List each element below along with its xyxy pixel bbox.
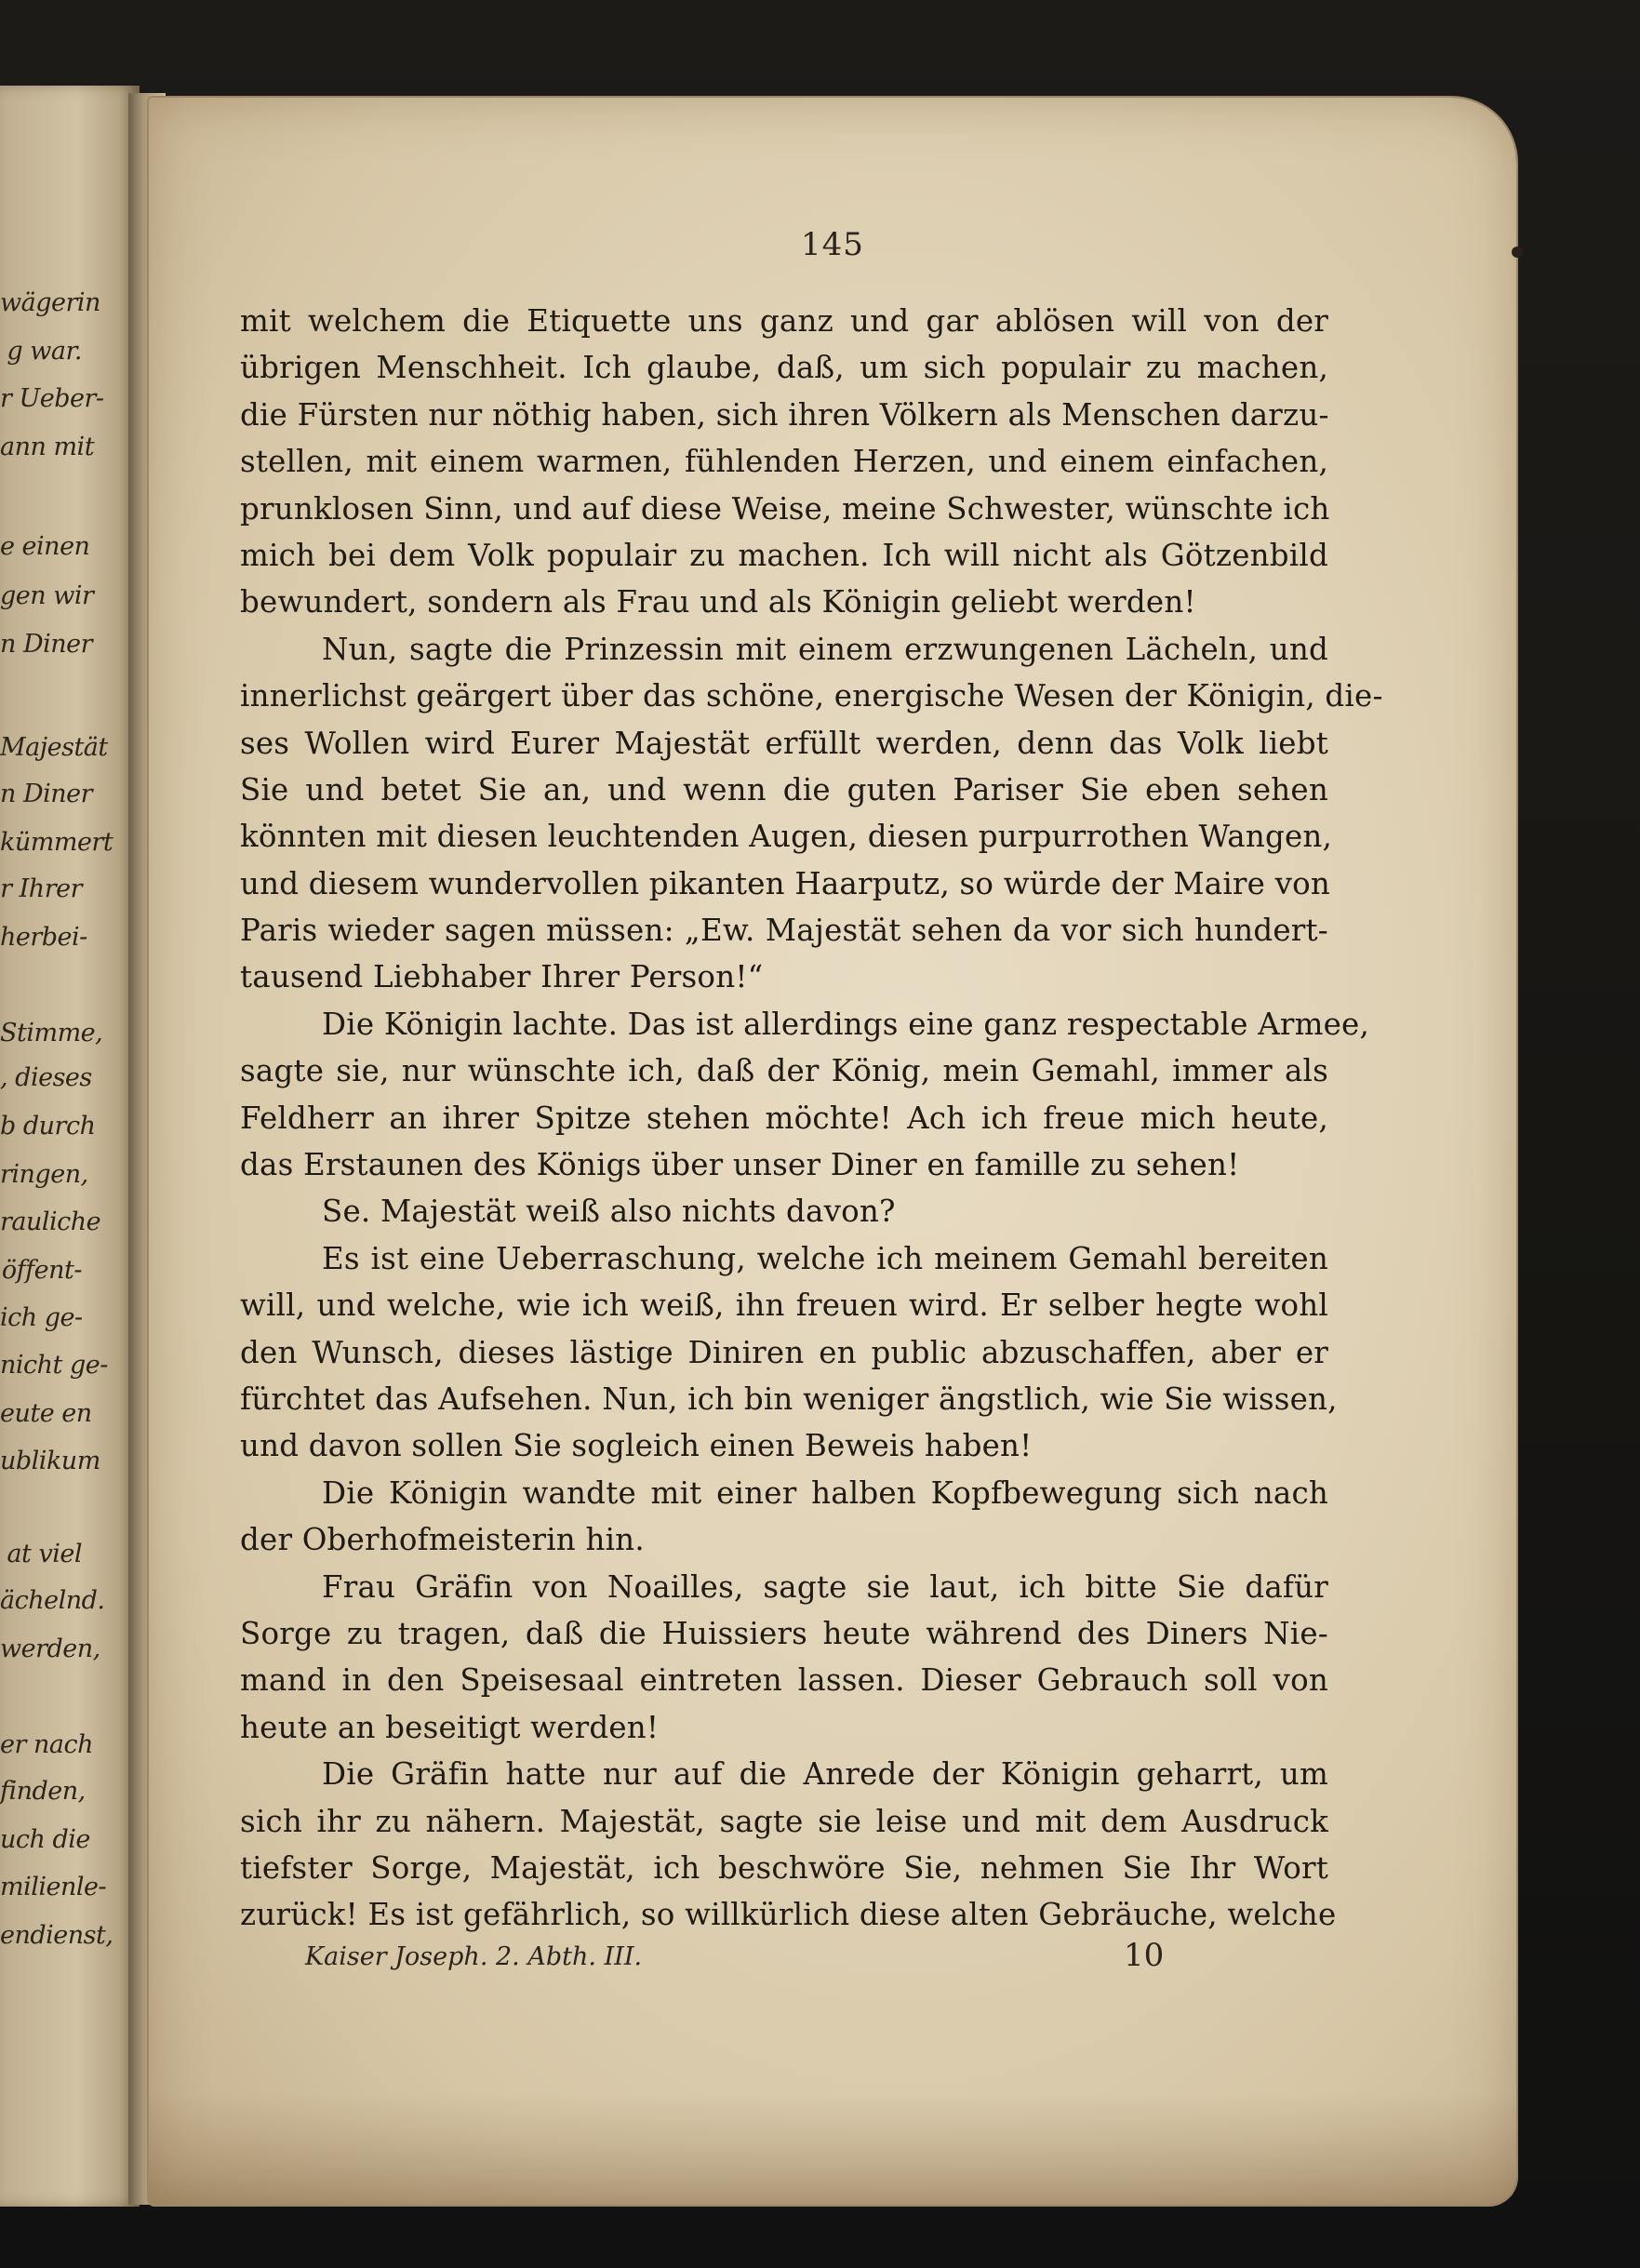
text-line: Frau Gräfin von Noailles, sagte sie laut, ich bitte Sie dafür [322,1568,1328,1605]
left-page-fragment: ringen, [0,1160,88,1189]
text-line: und diesem wundervollen pikanten Haarputz, so würde der Maire von [240,865,1331,901]
text-line: den Wunsch, dieses lästige Diniren en public abzuschaffen, aber er [240,1334,1328,1370]
text-line: Feldherr an ihrer Spitze stehen möchte! Ach ich freue mich heute, [240,1100,1328,1136]
left-page-fragment: finden, [0,1777,86,1806]
left-page-fragment: b durch [0,1112,96,1141]
text-line: stellen, mit einem warmen, fühlenden Herzen, und einem einfachen, [240,444,1328,480]
left-page-fragment: n Diner [0,630,93,659]
left-page-fragment: eute en [0,1399,92,1428]
text-line: sich ihr zu nähern. Majestät, sagte sie leise und mit dem Ausdruck [240,1803,1328,1839]
text-line: Se. Majestät weiß also nichts davon? [322,1194,896,1230]
left-page-fragment: ann mit [0,433,95,461]
text-line: fürchtet das Aufsehen. Nun, ich bin weniger ängstlich, wie Sie wissen, [240,1381,1338,1417]
text-line: heute an beseitigt werden! [240,1709,660,1745]
text-line: Die Königin wandte mit einer halben Kopfbewegung sich nach [322,1474,1328,1511]
left-page-fragment: milienle- [0,1873,107,1901]
text-line: sagte sie, nur wünschte ich, daß der König, mein Gemahl, immer als [240,1053,1328,1089]
text-line: innerlichst geärgert über das schöne, energische Wesen der Königin, die- [240,678,1383,714]
left-page-fragment: nicht ge- [0,1351,108,1380]
left-page-fragment: r Ihrer [0,874,82,903]
left-page-fragment: ublikum [0,1447,100,1475]
left-page-fragment: n Diner [0,780,93,808]
page-footer [240,1937,1170,1980]
text-line: tiefster Sorge, Majestät, ich beschwöre Sie, nehmen Sie Ihr Wort [240,1849,1328,1886]
text-line: Sie und betet Sie an, und wenn die guten Pariser Sie eben sehen [240,771,1328,807]
left-page-fragment: r Ueber- [0,384,104,413]
left-page-fragment: e einen [0,532,90,561]
text-line: mit welchem die Etiquette uns ganz und gar ablösen will von der [240,303,1328,339]
text-line: Paris wieder sagen müssen: „Ew. Majestät sehen da vor sich hundert- [240,913,1328,949]
left-page-fragment: ächelnd. [0,1586,105,1615]
text-line: Die Königin lachte. Das ist allerdings eine ganz respectable Armee, [322,1006,1370,1042]
left-page-fragment: Majestät [0,733,108,762]
text-line: mich bei dem Volk populair zu machen. Ich will nicht als Götzenbild [240,537,1328,573]
left-page-fragment: herbei- [0,923,87,952]
left-page-fragment: werden, [0,1634,100,1663]
text-line: Nun, sagte die Prinzessin mit einem erzwungenen Lächeln, und [322,631,1328,667]
text-line: die Fürsten nur nöthig haben, sich ihren Völkern als Menschen darzu- [240,396,1329,433]
footer-signature: Kaiser Joseph. 2. Abth. III. [305,1942,643,1971]
text-line: tausend Liebhaber Ihrer Person!“ [240,959,764,995]
left-page-fragment: uch die [0,1825,90,1854]
left-page-fragment: at viel [7,1540,82,1568]
text-line: prunklosen Sinn, und auf diese Weise, meine Schwester, wünschte ich [240,490,1330,527]
left-facing-page [0,86,140,2207]
text-line: übrigen Menschheit. Ich glaube, daß, um sich populair zu machen, [240,350,1328,386]
left-page-fragment: gen wir [0,581,94,610]
left-page-fragment: er nach [0,1730,93,1759]
text-line: könnten mit diesen leuchtenden Augen, diesen purpurrothen Wangen, [240,819,1333,855]
left-page-fragment: kümmert [0,828,113,857]
left-page-fragment: ich ge- [0,1303,83,1332]
text-line: Sorge zu tragen, daß die Huissiers heute während des Diners Nie- [240,1615,1328,1651]
left-page-fragment: Stimme, [0,1019,103,1047]
left-page-fragment: endienst, [0,1921,113,1950]
text-line: zurück! Es ist gefährlich, so willkürlich diese alten Gebräuche, welche [240,1897,1337,1933]
text-line: und davon sollen Sie sogleich einen Beweis haben! [240,1428,1033,1464]
left-page-fragment: öffent- [1,1256,82,1285]
left-page-fragment: , dieses [0,1063,92,1092]
text-line: ses Wollen wird Eurer Majestät erfüllt werden, denn das Volk liebt [240,725,1328,761]
text-line: mand in den Speisesaal eintreten lassen. Dieser Gebrauch soll von [240,1662,1328,1699]
text-line: der Oberhofmeisterin hin. [240,1522,645,1558]
left-page-fragment: g war. [7,337,82,366]
body-text [240,298,1383,1939]
text-line: Die Gräfin hatte nur auf die Anrede der Königin geharrt, um [322,1756,1328,1793]
page-number: 145 [801,226,864,263]
text-line: bewundert, sondern als Frau und als Königin geliebt werden! [240,584,1196,620]
text-line: Es ist eine Ueberraschung, welche ich meinem Gemahl bereiten [322,1240,1328,1276]
footer-sheet-number: 10 [1124,1937,1165,1974]
text-line: das Erstaunen des Königs über unser Diner en famille zu sehen! [240,1147,1240,1183]
text-line: will, und welche, wie ich weiß, ihn freuen wird. Er selber hegte wohl [240,1287,1328,1324]
left-page-fragment: wägerin [0,288,100,317]
left-page-fragment: rauliche [0,1207,101,1236]
